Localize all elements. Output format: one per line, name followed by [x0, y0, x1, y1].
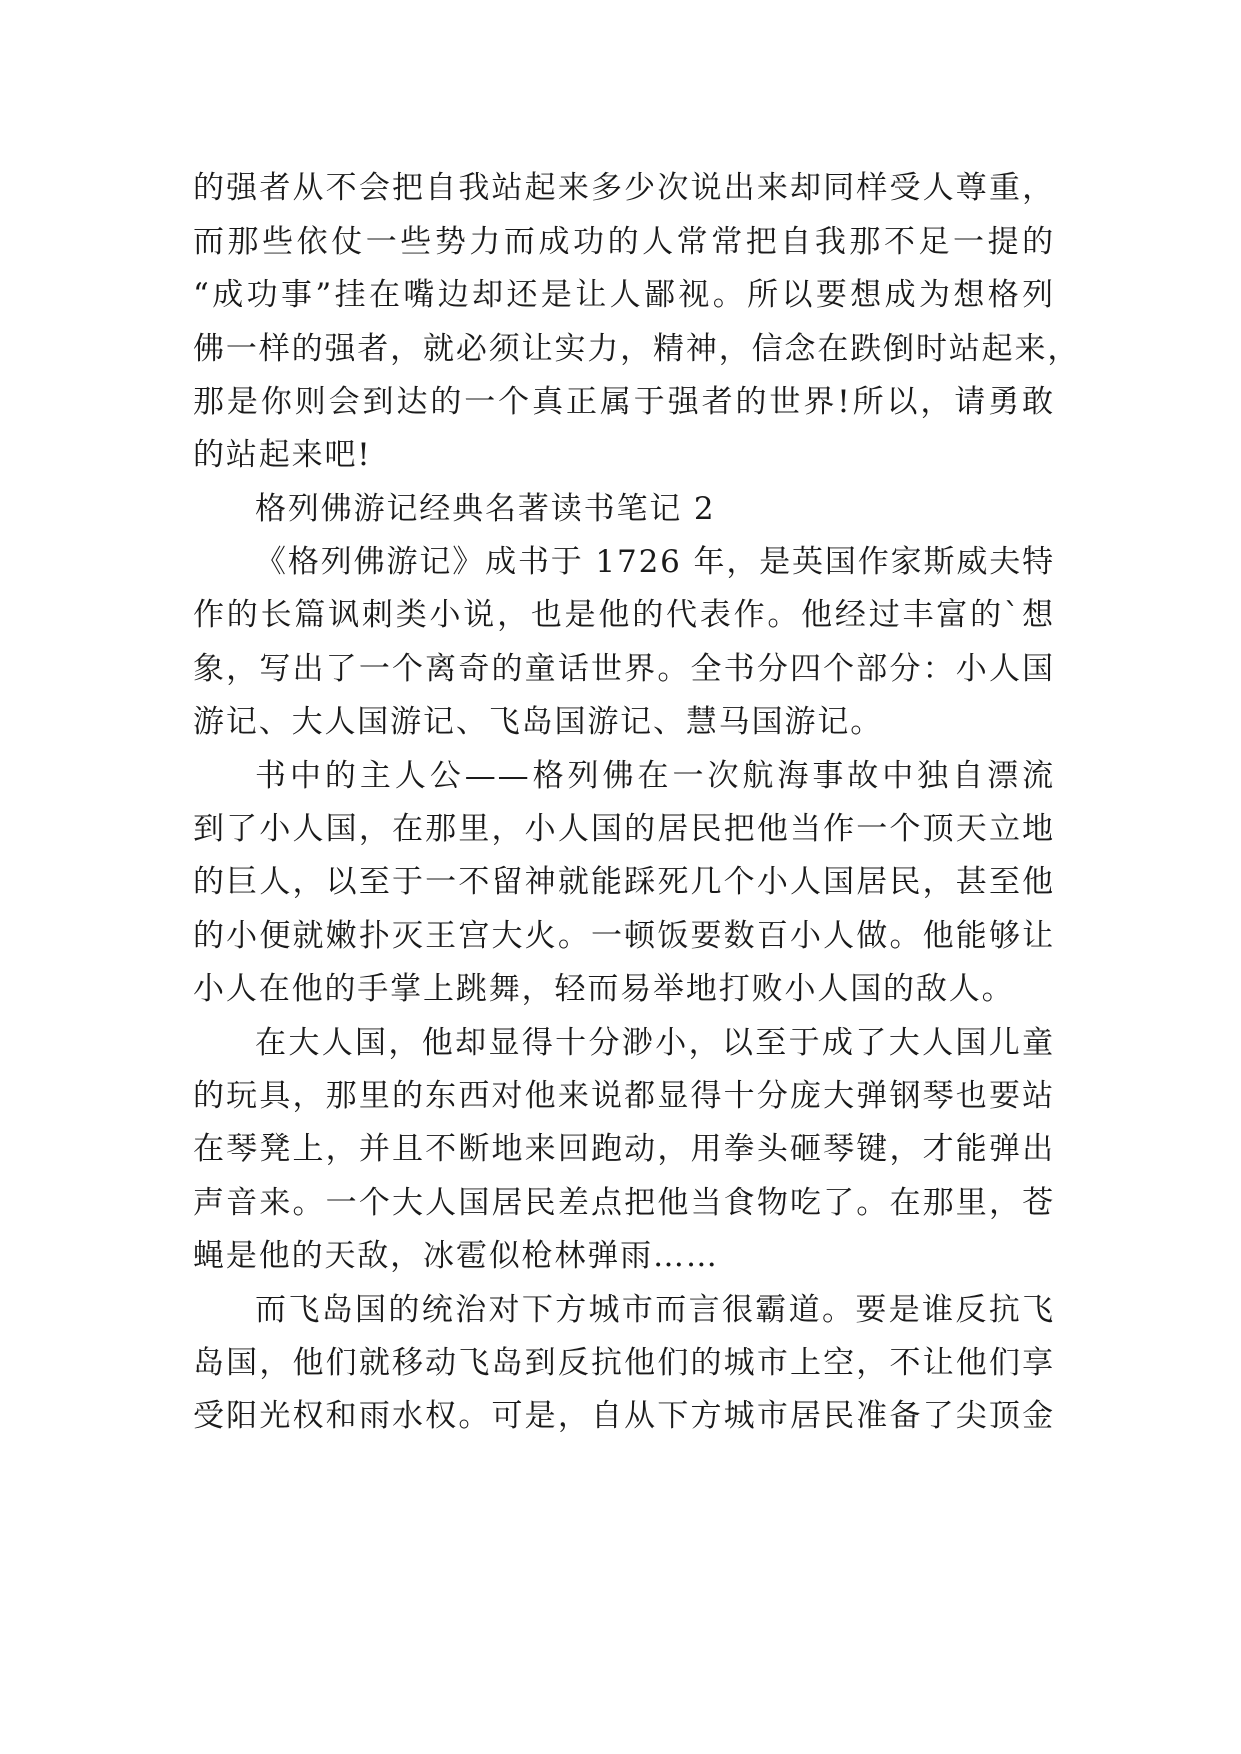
text-line: 的小便就嫩扑灭王宫大火。一顿饭要数百小人做。他能够让	[193, 918, 1055, 954]
paragraph-first-line: 《格列佛游记》成书于 1726 年，是英国作家斯威夫特	[255, 544, 1055, 580]
text-line: 佛一样的强者，就必须让实力，精神，信念在跌倒时站起来，	[193, 331, 1081, 367]
text-line: 蝇是他的天敌，冰雹似枪林弹雨……	[193, 1238, 719, 1274]
text-line: 岛国，他们就移动飞岛到反抗他们的城市上空，不让他们享	[193, 1345, 1055, 1381]
text-line: 游记、大人国游记、飞岛国游记、慧马国游记。	[193, 704, 884, 740]
text-line: 的玩具，那里的东西对他来说都显得十分庞大弹钢琴也要站	[193, 1078, 1055, 1114]
section-heading: 格列佛游记经典名著读书笔记 2	[255, 491, 716, 527]
text-line: 在琴凳上，并且不断地来回跑动，用拳头砸琴键，才能弹出	[193, 1131, 1055, 1167]
text-line: 的站起来吧!	[193, 437, 372, 473]
paragraph-first-line: 而飞岛国的统治对下方城市而言很霸道。要是谁反抗飞	[255, 1292, 1055, 1328]
text-line: 的巨人，以至于一不留神就能踩死几个小人国居民，甚至他	[193, 864, 1055, 900]
text-line: 小人在他的手掌上跳舞，轻而易举地打败小人国的敌人。	[193, 971, 1015, 1007]
text-line: “成功事”挂在嘴边却还是让人鄙视。所以要想成为想格列	[193, 277, 1055, 313]
text-line: 作的长篇讽刺类小说，也是他的代表作。他经过丰富的`想	[193, 597, 1055, 633]
text-line: 那是你则会到达的一个真正属于强者的世界!所以，请勇敢	[193, 384, 1055, 420]
text-line: 声音来。一个大人国居民差点把他当食物吃了。在那里，苍	[193, 1185, 1055, 1221]
paragraph-first-line: 在大人国，他却显得十分渺小，以至于成了大人国儿童	[255, 1025, 1055, 1061]
text-line: 象，写出了一个离奇的童话世界。全书分四个部分：小人国	[193, 651, 1055, 687]
text-line: 的强者从不会把自我站起来多少次说出来却同样受人尊重，	[193, 170, 1055, 206]
text-line: 到了小人国，在那里，小人国的居民把他当作一个顶天立地	[193, 811, 1055, 847]
text-line: 而那些依仗一些势力而成功的人常常把自我那不足一提的	[193, 224, 1055, 260]
paragraph-first-line: 书中的主人公——格列佛在一次航海事故中独自漂流	[255, 758, 1055, 794]
text-line: 受阳光权和雨水权。可是，自从下方城市居民准备了尖顶金	[193, 1398, 1055, 1434]
